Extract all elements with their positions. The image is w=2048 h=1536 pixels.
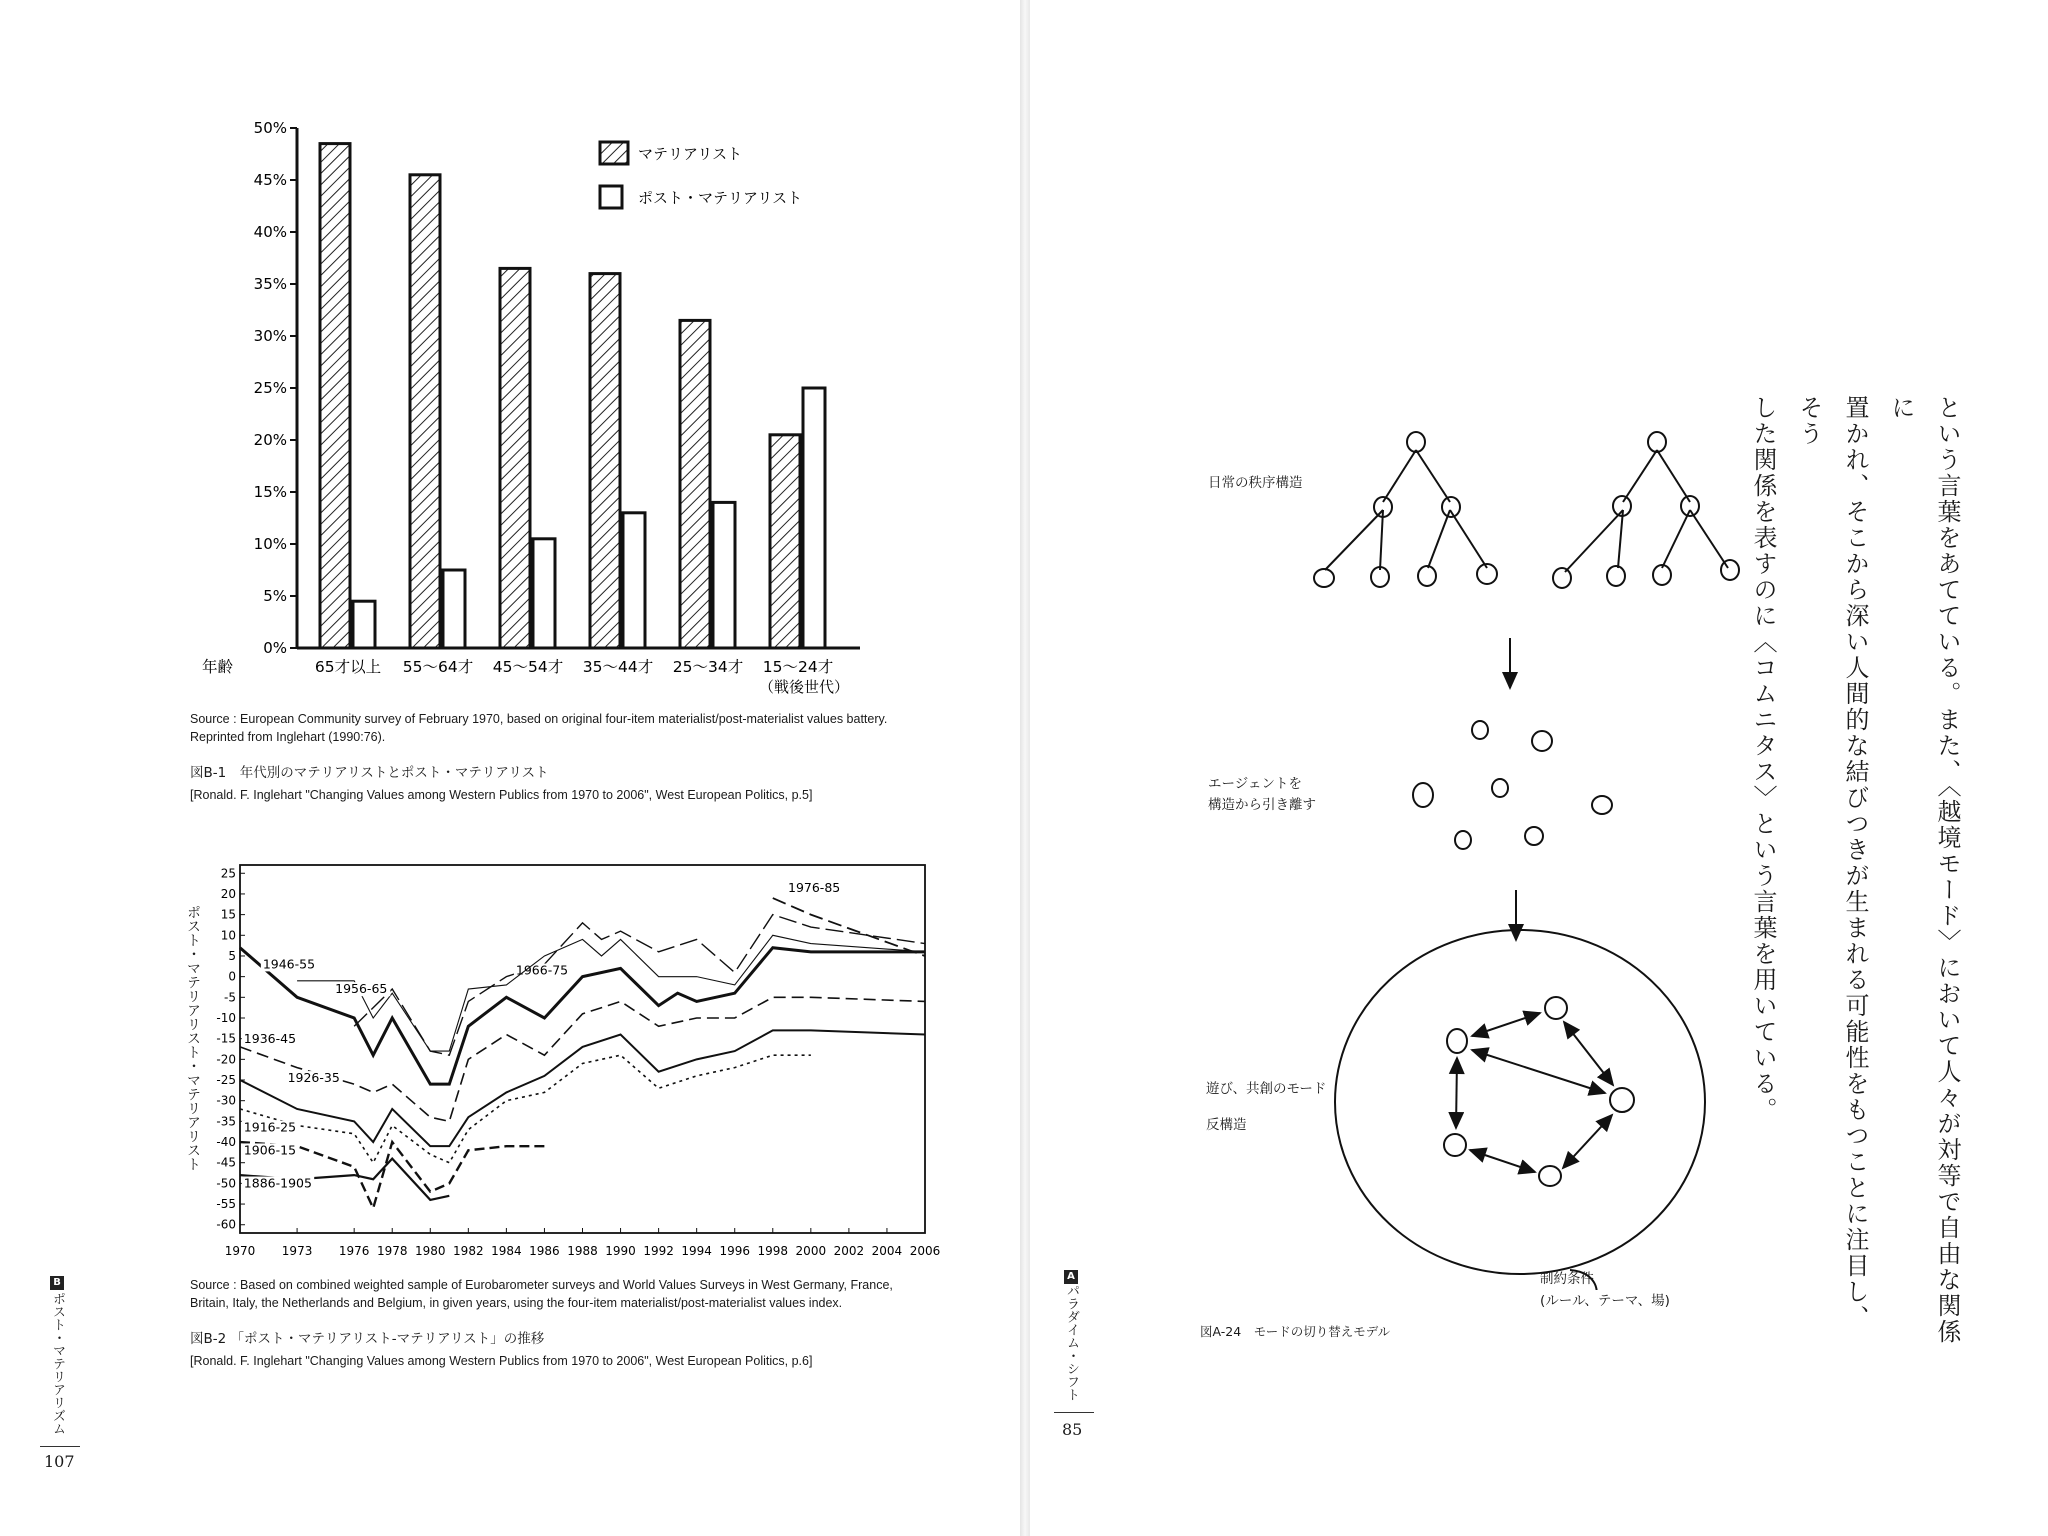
label-anti-structure: 反構造 <box>1206 1117 1247 1133</box>
section-mark-right: A <box>1064 1264 1078 1284</box>
chart2-xtick-label: 1998 <box>757 1244 789 1258</box>
chart2-xtick-label: 1984 <box>491 1244 522 1258</box>
post-materialist-bar <box>533 539 555 648</box>
post-materialist-bar <box>443 570 465 648</box>
communitas-nodes <box>1444 997 1634 1186</box>
section-title: ポスト・マテリアリズム <box>50 1292 65 1435</box>
label-constraint-detail: (ルール、テーマ、場) <box>1540 1293 1670 1309</box>
chart2-xtick-label: 1988 <box>567 1244 598 1258</box>
legend-post-materialist-swatch <box>600 186 622 208</box>
post-materialist-bar <box>623 513 645 648</box>
materialist-bar <box>680 320 710 648</box>
chart2-ytick-label: 15 <box>220 907 236 922</box>
chart2-ytick-label: -10 <box>216 1010 236 1025</box>
body-line-3: した関係を表すのに〈コムニタス〉という言葉を用いている。 <box>1749 395 1777 1123</box>
chart2-xtick-label: 1970 <box>224 1244 256 1258</box>
chart1-ytick-label: 5% <box>263 587 287 605</box>
chart2-xtick-label: 2004 <box>871 1244 903 1258</box>
chart1-ytick-label: 45% <box>253 171 287 189</box>
mode-switch-diagram <box>1200 410 1780 1290</box>
chart2-ytick-label: 10 <box>220 928 236 943</box>
chart2-citation: [Ronald. F. Inglehart "Changing Values among Western Publics from 1970 to 2006", West European Politics, p.6] <box>190 1354 813 1368</box>
materialist-bar <box>320 144 350 648</box>
cohort-label: 1956-65 <box>335 981 388 997</box>
anti-structure-circle <box>1335 930 1705 1290</box>
chart2-ytick-label: -55 <box>216 1197 236 1212</box>
post-materialist-bar <box>803 388 825 648</box>
folio-rule <box>40 1446 80 1447</box>
chart2-ytick-label: -15 <box>216 1031 236 1046</box>
chart1-age-label: 年齢 <box>202 658 234 676</box>
chart2-xtick-label: 1986 <box>529 1244 560 1258</box>
chart2-ytick-label: 5 <box>228 948 236 963</box>
body-line-2: 置かれ、そこから深い人間的な結びつきが生まれる可能性をもつことに注目し、そう <box>1795 395 1869 1331</box>
cohort-label: 1906-15 <box>243 1142 297 1158</box>
chart1-category-label: 15〜24才 <box>762 658 834 676</box>
chart2-xtick-label: 1996 <box>719 1244 750 1258</box>
chart2-ytick-label: -25 <box>216 1073 236 1088</box>
diagram-caption: 図A-24 モードの切り替えモデル <box>1200 1324 1391 1339</box>
chart1-ytick-label: 30% <box>253 327 287 345</box>
chart1-ytick-label: 20% <box>253 431 287 449</box>
section-title-right: パラダイム・シフト <box>1064 1284 1079 1401</box>
chart1-category-label: 65才以上 <box>314 658 382 676</box>
folio-rule-right <box>1054 1412 1094 1413</box>
materialist-bar <box>410 175 440 648</box>
chart2-ytick-label: -45 <box>216 1155 236 1170</box>
materialist-bar <box>590 274 620 648</box>
page-number: 107 <box>44 1452 75 1471</box>
down-arrows <box>1510 638 1516 940</box>
page-number-right: 85 <box>1062 1420 1083 1439</box>
chart2-xtick-label: 1992 <box>643 1244 674 1258</box>
chart2-source: Source : Based on combined weighted sample of Eurobarometer surveys and World Values Surveys in West Germany, France, Britain, Italy, the Netherlands and Belgium, in given years, using the four-item materialist/post-materialist values index. <box>190 1278 893 1310</box>
body-line-1: という言葉をあてている。また、〈越境モード〉において人々が対等で自由な関係に <box>1887 395 1961 1345</box>
chart1-ytick-label: 25% <box>253 379 287 397</box>
chart2-ytick-label: -60 <box>216 1217 236 1232</box>
chart2-ylabel: ポスト・マテリアリスト・マテリアリスト <box>185 905 201 1171</box>
line-chart-b2 <box>185 855 945 1265</box>
cohort-label: 1966-75 <box>515 962 569 978</box>
label-agent-line2: 構造から引き離す <box>1208 797 1316 813</box>
chart1-category-label: 35〜44才 <box>582 658 654 676</box>
body-text <box>1740 395 1970 1355</box>
chart2-frame <box>240 865 925 1233</box>
chart2-xtick-label: 2002 <box>833 1244 865 1258</box>
cohort-line-1976-85 <box>773 898 925 956</box>
label-constraint: 制約条件 <box>1540 1271 1594 1287</box>
chart1-citation: [Ronald. F. Inglehart "Changing Values among Western Publics from 1970 to 2006", West European Politics, p.5] <box>190 788 813 802</box>
cohort-label: 1936-45 <box>243 1030 297 1046</box>
chart2-xtick-label: 1980 <box>415 1244 446 1258</box>
left-page <box>0 0 1020 1536</box>
legend-materialist-swatch <box>600 142 628 164</box>
cohort-label: 1916-25 <box>243 1119 297 1135</box>
materialist-bar <box>770 435 800 648</box>
chart2-ytick-label: -5 <box>224 990 236 1005</box>
cohort-label: 1976-85 <box>788 879 841 895</box>
chart2-xtick-label: 2006 <box>909 1244 941 1258</box>
chart2-ytick-label: -50 <box>216 1176 236 1191</box>
legend-post-materialist-label: ポスト・マテリアリスト <box>638 189 803 207</box>
cohort-label: 1886-1905 <box>243 1175 312 1191</box>
chart2-xtick-label: 2000 <box>795 1244 827 1258</box>
label-play-mode: 遊び、共創のモード <box>1206 1081 1327 1097</box>
chart2-ytick-label: -35 <box>216 1114 236 1129</box>
cohort-label: 1926-35 <box>287 1070 340 1086</box>
chart1-category-label: 25〜34才 <box>672 658 744 676</box>
right-page <box>1030 0 2048 1536</box>
chart2-xtick-label: 1994 <box>681 1244 712 1258</box>
cohort-line-1936-45 <box>240 997 925 1121</box>
label-agent-line1: エージェントを <box>1208 776 1302 792</box>
post-materialist-bar <box>713 502 735 648</box>
chart1-ytick-label: 0% <box>263 639 287 657</box>
separated-agents <box>1413 721 1612 849</box>
materialist-bar <box>500 268 530 648</box>
chart2-xtick-label: 1973 <box>281 1244 313 1258</box>
chart2-caption: 図B-2 「ポスト・マテリアリスト-マテリアリスト」の推移 <box>190 1331 545 1347</box>
chart1-ytick-label: 35% <box>253 275 287 293</box>
book-spine <box>1020 0 1030 1536</box>
chart2-ytick-label: 20 <box>220 886 236 901</box>
chart1-ytick-label: 10% <box>253 535 287 553</box>
chart2-ytick-label: -30 <box>216 1093 236 1108</box>
chart1-ytick-label: 40% <box>253 223 287 241</box>
chart1-caption: 図B-1 年代別のマテリアリストとポスト・マテリアリスト <box>190 765 549 781</box>
chart1-ytick-label: 50% <box>253 119 287 137</box>
legend-materialist-label: マテリアリスト <box>638 145 743 163</box>
chart2-xtick-label: 1990 <box>605 1244 636 1258</box>
section-mark: B <box>50 1270 64 1290</box>
bar-chart-b1 <box>180 110 880 710</box>
cohort-label: 1946-55 <box>262 956 316 972</box>
chart2-ytick-label: -20 <box>216 1052 236 1067</box>
chart2-xtick-label: 1978 <box>376 1244 408 1258</box>
chart1-postwar-note: （戦後世代） <box>758 678 850 696</box>
order-structure-trees <box>1314 432 1739 588</box>
post-materialist-bar <box>353 601 375 648</box>
cohort-line-1926-35 <box>240 1030 925 1146</box>
chart1-category-label: 45〜54才 <box>492 658 564 676</box>
chart1-source: Source : European Community survey of February 1970, based on original four-item materialist/post-materialist values battery. Reprinted from Inglehart (1990:76). <box>190 712 888 744</box>
chart2-xtick-label: 1976 <box>338 1244 370 1258</box>
chart2-xtick-label: 1982 <box>453 1244 484 1258</box>
label-order-structure: 日常の秩序構造 <box>1208 475 1303 491</box>
chart2-ytick-label: 25 <box>220 866 236 881</box>
chart1-category-label: 55〜64才 <box>402 658 474 676</box>
chart2-ytick-label: -40 <box>216 1135 236 1150</box>
chart2-ytick-label: 0 <box>228 969 236 984</box>
chart1-ytick-label: 15% <box>253 483 287 501</box>
